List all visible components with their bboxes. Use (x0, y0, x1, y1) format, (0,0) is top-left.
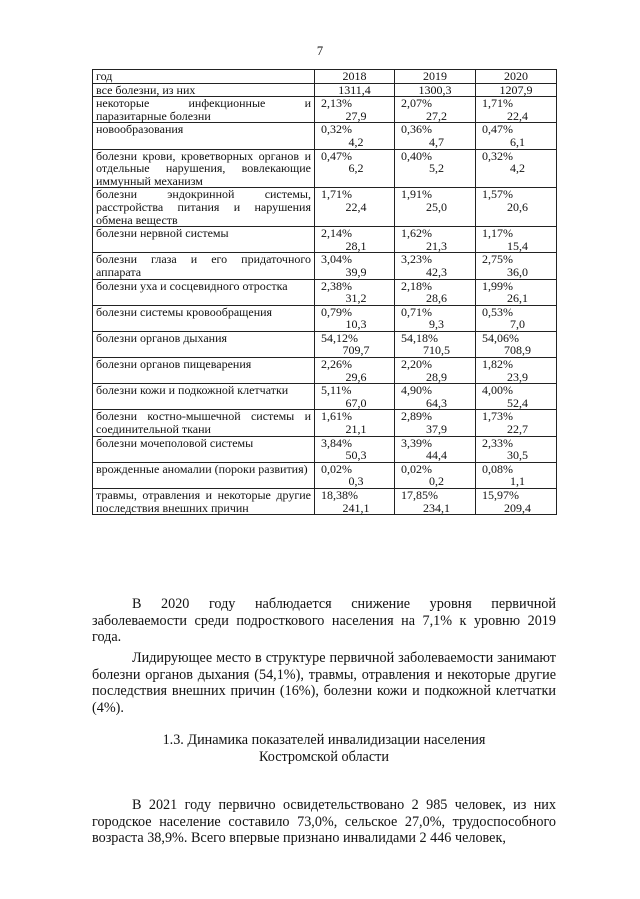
table-row (93, 83, 557, 97)
value-cell-2019 (395, 436, 476, 462)
rate-value: 22,7 (507, 422, 528, 437)
percent-value: 0,32% (321, 122, 352, 137)
table-row (93, 410, 557, 436)
percent-value: 1,91% (401, 187, 432, 202)
rate-value: 6,2 (348, 161, 364, 176)
table-row (93, 279, 557, 305)
rate-value: 9,3 (429, 317, 444, 332)
value-cell-2019 (395, 97, 476, 123)
rate-value: 1300,3 (418, 82, 452, 97)
disease-name-cell: врожденные аномалии (пороки развития) (93, 462, 315, 488)
value-cell-2020 (476, 149, 557, 188)
rate-value: 234,1 (423, 500, 450, 515)
percent-value: 1,57% (482, 187, 513, 202)
section-heading-line-1: 1.3. Динамика показателей инвалидизации населения (162, 732, 486, 748)
header-year-2020: 2020 (476, 70, 557, 84)
percent-value: 0,40% (401, 148, 432, 163)
percent-value: 1,62% (401, 226, 432, 241)
percent-value: 1,71% (482, 96, 513, 111)
rate-value: 209,4 (504, 500, 531, 515)
disease-name-cell: болезни крови, кроветворных органов и отдельные нарушения, вовлекающие иммунный механизм (93, 149, 315, 188)
table-row (93, 123, 557, 149)
header-label: год (93, 70, 315, 84)
table-row (93, 462, 557, 488)
rate-value: 42,3 (426, 264, 447, 279)
rate-value: 241,1 (342, 500, 370, 515)
rate-value: 28,1 (345, 238, 367, 253)
percent-value: 2,14% (321, 226, 352, 241)
percent-value: 1,61% (321, 409, 352, 424)
value-cell-2018 (315, 149, 395, 188)
rate-value: 37,9 (426, 422, 447, 437)
disease-name-cell: болезни органов дыхания (93, 331, 315, 357)
value-cell-2019 (395, 123, 476, 149)
rate-value: 25,0 (426, 199, 447, 214)
percent-value: 1,99% (482, 278, 513, 293)
percent-value: 15,97% (482, 488, 519, 502)
rate-value: 4,7 (429, 134, 444, 149)
percent-value: 0,36% (401, 122, 432, 137)
rate-value: 31,2 (345, 291, 367, 306)
percent-value: 2,20% (401, 357, 432, 372)
percent-value: 0,47% (482, 122, 513, 137)
rate-value: 20,6 (507, 199, 528, 214)
value-cell-2019 (395, 253, 476, 279)
percent-value: 2,33% (482, 435, 513, 450)
value-cell-2020 (476, 253, 557, 279)
percent-value: 54,18% (401, 330, 438, 345)
percent-value: 0,71% (401, 304, 432, 319)
value-cell-2020 (476, 83, 557, 97)
percent-value: 18,38% (321, 488, 358, 502)
percent-value: 2,38% (321, 278, 352, 293)
percent-value: 1,73% (482, 409, 513, 424)
percent-value: 3,04% (321, 252, 352, 267)
percent-value: 0,02% (401, 461, 432, 476)
value-cell-2019 (395, 188, 476, 227)
value-cell-2019 (395, 489, 476, 515)
percent-value: 3,39% (401, 435, 432, 450)
value-cell-2019 (395, 279, 476, 305)
percent-value: 1,71% (321, 187, 352, 202)
rate-value: 27,2 (426, 108, 447, 123)
percent-value: 5,11% (321, 383, 352, 398)
rate-value: 44,4 (426, 448, 447, 463)
rate-value: 710,5 (423, 343, 450, 358)
morbidity-table (92, 69, 557, 515)
table-row (93, 188, 557, 227)
table-row (93, 305, 557, 331)
percent-value: 3,84% (321, 435, 352, 450)
rate-value: 22,4 (345, 199, 367, 214)
rate-value: 5,2 (429, 161, 444, 176)
value-cell-2018 (315, 489, 395, 515)
percent-value: 0,53% (482, 304, 513, 319)
value-cell-2018 (315, 83, 395, 97)
disease-name-cell: травмы, отравления и некоторые другие последствия внешних причин (93, 489, 315, 515)
percent-value: 2,75% (482, 252, 513, 267)
paragraph-disability: В 2021 году первично освидетельствовано 2 985 человек, из них городское население составило 73,0%, сельское 27,0%, трудоспособного возраста 38,9%. Всего впервые признано инвалидами 2 446 человек, (92, 797, 556, 846)
value-cell-2019 (395, 384, 476, 410)
rate-value: 29,6 (345, 369, 367, 384)
value-cell-2018 (315, 358, 395, 384)
value-cell-2020 (476, 188, 557, 227)
rate-value: 6,1 (510, 134, 525, 149)
rate-value: 0,2 (429, 474, 444, 489)
table-row (93, 489, 557, 515)
percent-value: 0,02% (321, 461, 352, 476)
rate-value: 64,3 (426, 395, 447, 410)
percent-value: 2,13% (321, 96, 352, 111)
rate-value: 4,2 (510, 161, 525, 176)
disease-name-cell: болезни глаза и его придаточного аппарата (93, 253, 315, 279)
table-row (93, 253, 557, 279)
rate-value: 709,7 (342, 343, 370, 358)
value-cell-2020 (476, 384, 557, 410)
rate-value: 1207,9 (499, 82, 533, 97)
disease-name-cell: болезни нервной системы (93, 227, 315, 253)
percent-value: 2,89% (401, 409, 432, 424)
table-body (93, 70, 557, 515)
percent-value: 2,26% (321, 357, 352, 372)
rate-value: 10,3 (345, 317, 367, 332)
table-row (93, 331, 557, 357)
value-cell-2018 (315, 279, 395, 305)
value-cell-2018 (315, 227, 395, 253)
value-cell-2020 (476, 436, 557, 462)
disease-name-cell: болезни эндокринной системы, расстройства питания и нарушения обмена веществ (93, 188, 315, 227)
header-year-2018: 2018 (315, 70, 395, 84)
disease-name-cell: болезни мочеполовой системы (93, 436, 315, 462)
table-row (93, 384, 557, 410)
rate-value: 22,4 (507, 108, 528, 123)
table-row (93, 436, 557, 462)
disease-name-cell: болезни уха и сосцевидного отростка (93, 279, 315, 305)
value-cell-2019 (395, 358, 476, 384)
value-cell-2019 (395, 305, 476, 331)
disease-name-cell: болезни органов пищеварения (93, 358, 315, 384)
value-cell-2020 (476, 358, 557, 384)
rate-value: 23,9 (507, 369, 528, 384)
rate-value: 1311,4 (338, 82, 371, 97)
paragraph-morbidity-decline: В 2020 году наблюдается снижение уровня первичной заболеваемости среди подросткового населения на 7,1% к уровню 2019 года. (92, 596, 556, 645)
rate-value: 28,9 (426, 369, 447, 384)
percent-value: 17,85% (401, 488, 438, 502)
rate-value: 15,4 (507, 238, 528, 253)
disease-name-cell: болезни кожи и подкожной клетчатки (93, 384, 315, 410)
rate-value: 52,4 (507, 395, 528, 410)
value-cell-2019 (395, 149, 476, 188)
value-cell-2020 (476, 305, 557, 331)
percent-value: 4,00% (482, 383, 513, 398)
value-cell-2018 (315, 123, 395, 149)
disease-name-cell: новообразования (93, 123, 315, 149)
rate-value: 4,2 (348, 134, 364, 149)
value-cell-2018 (315, 188, 395, 227)
percent-value: 54,12% (321, 330, 358, 345)
rate-value: 26,1 (507, 291, 528, 306)
percent-value: 2,07% (401, 96, 432, 111)
disease-name-cell: болезни системы кровообращения (93, 305, 315, 331)
rate-value: 0,3 (348, 474, 364, 489)
table-row (93, 358, 557, 384)
rate-value: 28,6 (426, 291, 447, 306)
rate-value: 67,0 (345, 395, 367, 410)
percent-value: 1,17% (482, 226, 513, 241)
percent-value: 54,06% (482, 330, 519, 345)
value-cell-2019 (395, 331, 476, 357)
value-cell-2019 (395, 227, 476, 253)
value-cell-2020 (476, 97, 557, 123)
rate-value: 21,1 (345, 422, 367, 437)
header-year-2019: 2019 (395, 70, 476, 84)
table-row (93, 149, 557, 188)
table-row (93, 97, 557, 123)
section-heading-line-2: Костромской области (259, 749, 389, 765)
paragraph-leading-diseases: Лидирующее место в структуре первичной заболеваемости занимают болезни органов дыхания (54,1%), травмы, отравления и некоторые другие последствия внешних причин (16%), болезни кожи и подкожной клетчатки (4%). (92, 650, 556, 716)
value-cell-2020 (476, 462, 557, 488)
rate-value: 7,0 (510, 317, 525, 332)
disease-name-cell: некоторые инфекционные и паразитарные болезни (93, 97, 315, 123)
rate-value: 27,9 (345, 108, 367, 123)
value-cell-2019 (395, 410, 476, 436)
rate-value: 50,3 (345, 448, 367, 463)
value-cell-2019 (395, 83, 476, 97)
value-cell-2020 (476, 410, 557, 436)
page-number: 7 (316, 44, 324, 58)
value-cell-2018 (315, 97, 395, 123)
value-cell-2018 (315, 305, 395, 331)
rate-value: 39,9 (345, 264, 367, 279)
rate-value: 36,0 (507, 264, 528, 279)
value-cell-2018 (315, 462, 395, 488)
value-cell-2020 (476, 123, 557, 149)
section-heading (92, 732, 556, 766)
disease-name-cell: болезни костно-мышечной системы и соединительной ткани (93, 410, 315, 436)
value-cell-2018 (315, 331, 395, 357)
percent-value: 0,79% (321, 304, 352, 319)
percent-value: 1,82% (482, 357, 513, 372)
value-cell-2020 (476, 227, 557, 253)
value-cell-2018 (315, 436, 395, 462)
percent-value: 0,08% (482, 461, 513, 476)
disease-name-cell: все болезни, из них (93, 83, 315, 97)
percent-value: 0,47% (321, 148, 352, 163)
rate-value: 708,9 (504, 343, 531, 358)
table-header-row (93, 70, 557, 84)
percent-value: 0,32% (482, 148, 513, 163)
percent-value: 4,90% (401, 383, 432, 398)
rate-value: 21,3 (426, 238, 447, 253)
value-cell-2018 (315, 384, 395, 410)
value-cell-2019 (395, 462, 476, 488)
percent-value: 2,18% (401, 278, 432, 293)
table-row (93, 227, 557, 253)
value-cell-2020 (476, 279, 557, 305)
value-cell-2020 (476, 331, 557, 357)
value-cell-2018 (315, 253, 395, 279)
value-cell-2018 (315, 410, 395, 436)
rate-value: 30,5 (507, 448, 528, 463)
rate-value: 1,1 (510, 474, 525, 489)
percent-value: 3,23% (401, 252, 432, 267)
value-cell-2020 (476, 489, 557, 515)
